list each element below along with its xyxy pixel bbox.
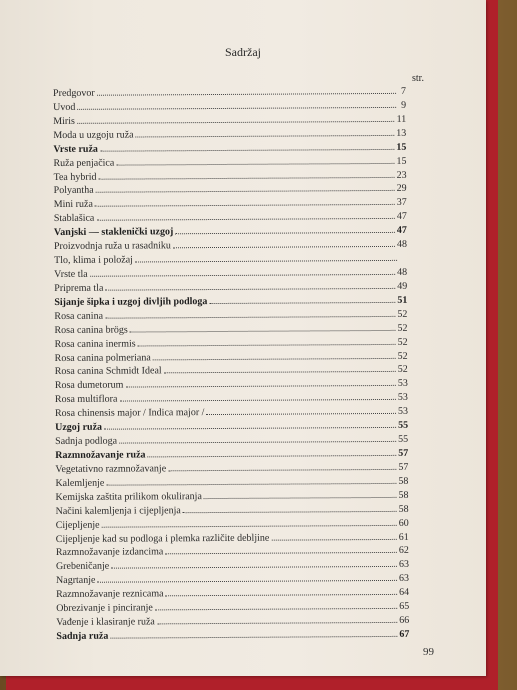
dot-leader (209, 293, 395, 304)
dot-leader (100, 140, 395, 152)
toc-entry (56, 515, 409, 530)
toc-entry-title: Obrezivanje i pinciranje (56, 602, 153, 615)
toc-entry (54, 195, 407, 210)
dot-leader (135, 251, 397, 263)
toc-entry-title: Rosa chinensis major / Indica major / (54, 407, 205, 420)
toc-entry-page: 52 (397, 308, 408, 320)
toc-entry-page: 57 (398, 447, 409, 459)
dot-leader (90, 265, 395, 277)
toc-entry-page: 52 (397, 364, 408, 376)
dot-leader (153, 348, 396, 359)
toc-entry-page: 58 (398, 489, 409, 501)
toc-entry (55, 376, 408, 391)
toc-entry-title: Kalemljenje (55, 477, 105, 489)
table-of-contents (53, 84, 409, 642)
toc-entry-page: 11 (396, 113, 407, 125)
toc-entry-page: 53 (397, 406, 409, 418)
toc-entry-title: Cijepljenje (55, 519, 100, 531)
toc-entry-title: Vađenje i klasiranje ruža (56, 616, 155, 629)
toc-entry-page: 47 (396, 225, 407, 237)
toc-entry-title: Sijanje šipka i uzgoj divljih podloga (54, 295, 208, 308)
dot-leader (119, 432, 396, 444)
toc-entry-title: Predgovor (53, 87, 95, 99)
dot-leader (175, 223, 395, 234)
toc-entry (56, 599, 409, 614)
dot-leader (204, 488, 397, 499)
toc-entry (55, 488, 408, 503)
toc-entry-page: 48 (396, 238, 408, 251)
toc-entry-title: Moda u uzgoju ruža (53, 129, 134, 141)
toc-entry-page: 52 (397, 322, 408, 334)
toc-entry (55, 432, 408, 447)
toc-entry (53, 112, 406, 127)
dot-leader (173, 237, 395, 248)
toc-entry-title: Rosa canina inermis (54, 338, 136, 350)
toc-entry-page: 61 (398, 531, 409, 543)
toc-entry (55, 334, 408, 349)
dot-leader (147, 446, 396, 458)
toc-entry-page: 52 (397, 336, 408, 348)
toc-entry (54, 181, 407, 196)
toc-entry (54, 279, 407, 294)
page-column-label: str. (412, 73, 424, 84)
toc-entry-title: Razmnožavanje izdancima (55, 546, 164, 559)
toc-entry (56, 571, 409, 586)
toc-entry-page: 55 (398, 419, 409, 432)
toc-entry-title: Vanjski — staklenički uzgoj (53, 226, 174, 239)
dot-leader (110, 627, 397, 639)
toc-entry-page: 65 (399, 600, 410, 613)
toc-entry-page: 67 (399, 628, 410, 640)
toc-entry-page: 60 (398, 517, 409, 529)
dot-leader (102, 515, 397, 527)
toc-entry-title: Polyantha (53, 185, 94, 197)
toc-entry-page: 49 (397, 280, 408, 292)
toc-entry-title: Rosa canina (54, 310, 104, 322)
toc-entry (53, 140, 406, 155)
toc-entry-page: 48 (397, 266, 408, 278)
toc-entry-title: Vrste ruža (53, 143, 98, 155)
toc-entry-title: Sadnja ruža (56, 630, 109, 642)
toc-entry-title: Vrste tla (54, 268, 88, 280)
toc-entry (56, 557, 409, 572)
toc-entry (56, 529, 409, 544)
toc-entry (55, 460, 408, 475)
toc-entry-title: Priprema tla (54, 282, 104, 294)
dot-leader (155, 599, 397, 610)
toc-entry (55, 348, 408, 363)
toc-entry (55, 362, 408, 377)
toc-entry-title: Uzgoj ruža (55, 421, 103, 434)
toc-entry-title: Rosa dumetorum (54, 379, 124, 392)
toc-entry-title: Sadnja podloga (55, 435, 118, 448)
toc-entry (54, 251, 407, 266)
toc-entry-page: 13 (396, 127, 407, 139)
dot-leader (116, 154, 394, 166)
toc-entry-page: 64 (399, 587, 410, 599)
dot-leader (130, 321, 396, 333)
dot-leader (106, 474, 396, 486)
toc-entry-title: Grebeničanje (55, 561, 110, 573)
dot-leader (95, 195, 395, 207)
toc-entry-title: Nagrtanje (55, 575, 96, 587)
toc-entry (54, 223, 407, 238)
toc-entry-title: Načini kalemljenja i cijepljenja (55, 504, 181, 517)
toc-entry (54, 237, 407, 252)
toc-entry (55, 474, 408, 489)
toc-entry (54, 293, 407, 308)
dot-leader (97, 571, 397, 583)
dot-leader (136, 126, 395, 138)
toc-entry (56, 627, 409, 642)
toc-entry (54, 307, 407, 322)
toc-entry-page: 52 (397, 350, 408, 362)
toc-entry-title: Vegetativno razmnožavanje (55, 463, 167, 475)
toc-entry-page: 58 (398, 475, 409, 487)
toc-entry-title: Rosa canina brögs (54, 324, 128, 336)
toc-entry (54, 321, 407, 336)
toc-entry (56, 501, 409, 516)
toc-entry-title: Stablašica (53, 213, 95, 225)
dot-leader (96, 181, 395, 193)
toc-entry-page: 63 (398, 573, 410, 585)
dot-leader (165, 543, 397, 554)
dot-leader (97, 84, 396, 96)
dot-leader (104, 418, 396, 430)
toc-entry-page: 29 (396, 183, 407, 195)
toc-entry-page: 9 (401, 99, 407, 111)
toc-entry-page: 15 (396, 155, 407, 167)
toc-entry-title: Rosa canina polmeriana (54, 351, 151, 364)
toc-entry-page: 66 (399, 614, 410, 626)
toc-entry-page: 53 (397, 378, 408, 390)
dot-leader (183, 502, 397, 513)
toc-entry (55, 404, 408, 419)
dot-leader (96, 209, 395, 221)
dot-leader (105, 307, 395, 319)
toc-entry-title: Uvod (53, 101, 76, 113)
dot-leader (206, 404, 396, 415)
toc-entry-title: Rosa canina Schmidt Ideal (54, 365, 162, 378)
toc-entry (56, 613, 409, 628)
toc-entry (53, 153, 406, 168)
toc-entry (55, 418, 408, 433)
toc-entry-title: Kemijska zaštita prilikom okuliranja (55, 490, 202, 503)
dot-leader (157, 613, 397, 624)
toc-entry-page: 55 (398, 433, 409, 445)
toc-entry-title: Miris (53, 115, 75, 127)
toc-entry (54, 209, 407, 224)
toc-entry-title: Tlo, klima i položaj (54, 254, 133, 267)
dot-leader (138, 335, 396, 347)
toc-entry (54, 167, 407, 182)
toc-entry-page: 63 (398, 559, 409, 571)
toc-entry-page: 57 (398, 461, 409, 473)
toc-entry (55, 446, 408, 461)
toc-entry-page: 23 (396, 169, 407, 181)
toc-entry-title: Razmnožavanje reznicama (56, 588, 164, 601)
toc-entry-page: 53 (397, 392, 408, 404)
toc-entry (55, 390, 408, 405)
toc-entry-page: 37 (396, 197, 407, 209)
toc-entry-title: Cijepljenje kad su podloga i plemka različite debljine (55, 532, 270, 545)
toc-entry-title: Ruža penjačica (53, 157, 115, 169)
toc-entry-page: 58 (398, 503, 409, 515)
dot-leader (77, 112, 395, 124)
dot-leader (164, 362, 396, 373)
dot-leader (119, 390, 396, 402)
toc-entry-title: Mini ruža (53, 199, 93, 211)
dot-leader (125, 376, 395, 388)
toc-entry-title: Tea hybrid (53, 171, 97, 183)
toc-entry-page: 51 (397, 294, 408, 306)
toc-entry-page: 47 (396, 211, 407, 223)
toc-entry (56, 543, 409, 558)
toc-entry (53, 126, 406, 141)
dot-leader (165, 585, 397, 596)
dot-leader (77, 98, 396, 110)
toc-entry (54, 265, 407, 280)
toc-entry-title: Razmnožavanje ruža (55, 449, 146, 461)
toc-entry-page: 62 (398, 545, 409, 557)
toc-entry (53, 98, 406, 113)
dot-leader (168, 460, 396, 471)
toc-entry-title: Proizvodnja ruža u rasadniku (53, 240, 171, 253)
toc-entry-page: 7 (401, 85, 407, 97)
page-title: Sadržaj (225, 45, 261, 59)
dot-leader (271, 529, 397, 540)
toc-entry (56, 585, 409, 600)
toc-entry (53, 84, 406, 99)
dot-leader (98, 167, 394, 179)
dot-leader (111, 557, 397, 569)
toc-entry-title: Rosa multiflora (54, 393, 118, 406)
toc-entry-page: 15 (396, 141, 407, 153)
dot-leader (105, 279, 395, 291)
page-number: 99 (423, 646, 434, 658)
